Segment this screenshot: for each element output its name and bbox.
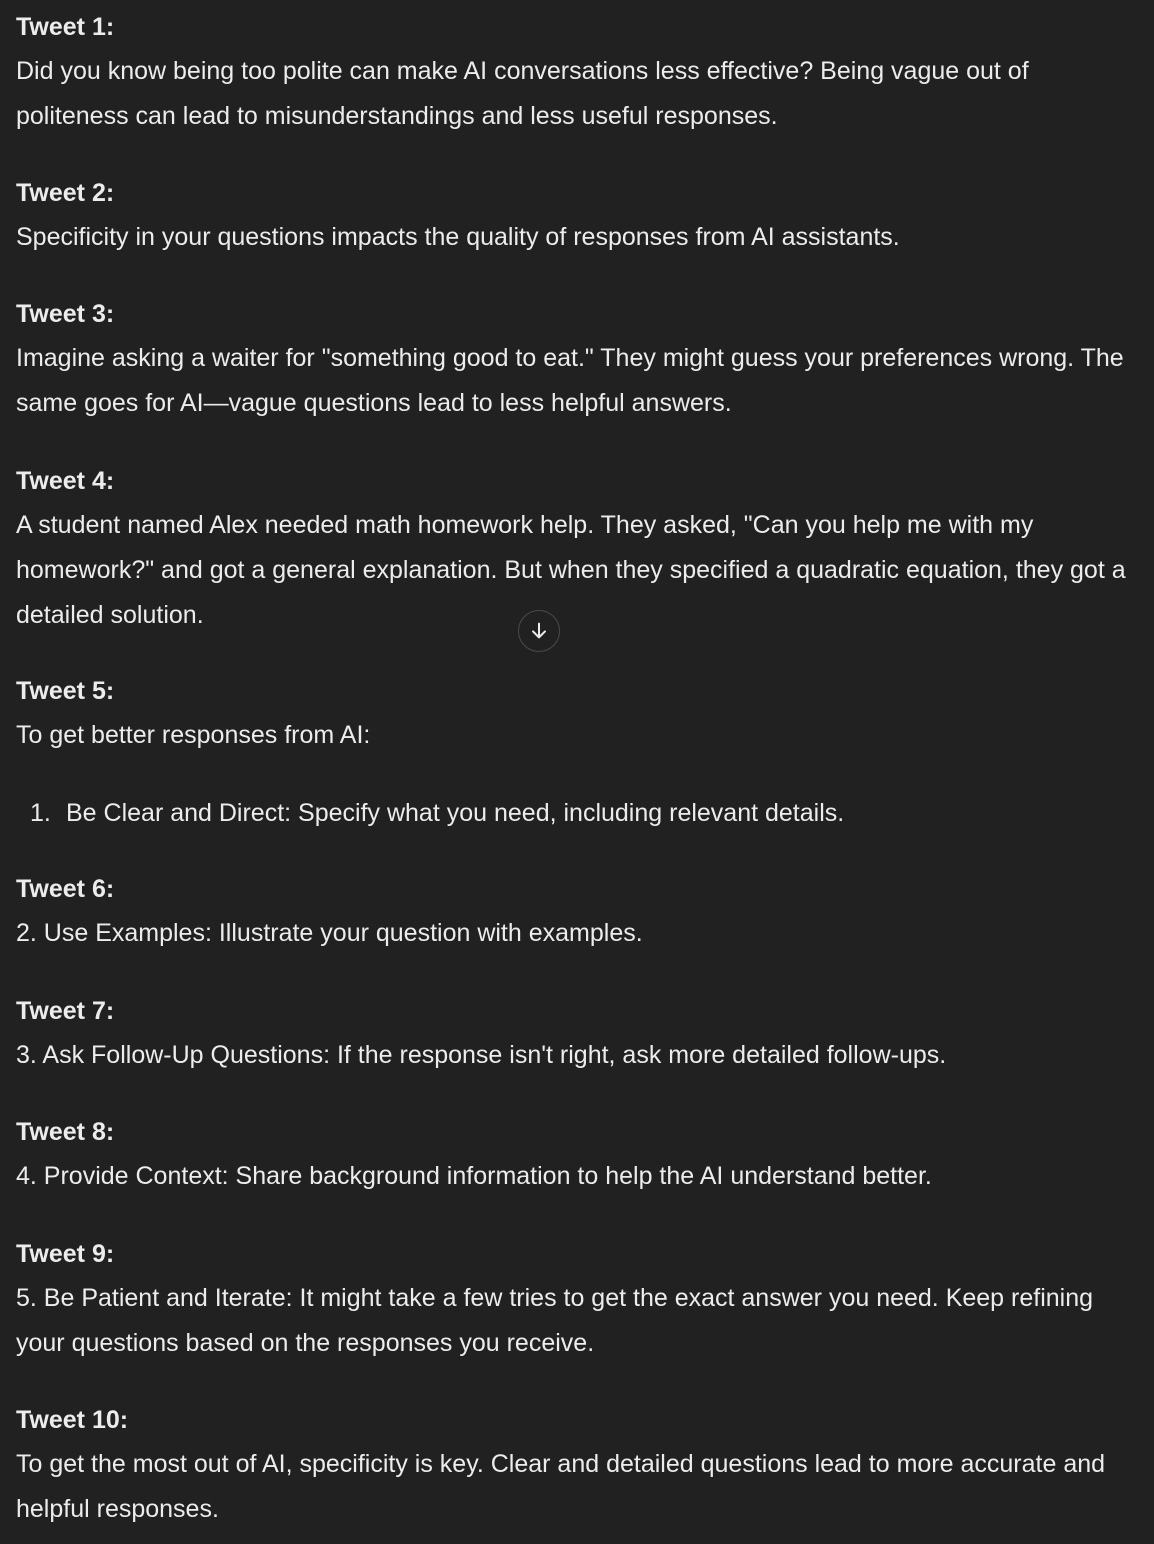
tweet-4 bbox=[16, 459, 1141, 637]
tweet-heading: Tweet 5: bbox=[16, 677, 115, 705]
tweet-3 bbox=[16, 292, 1141, 426]
tweet-text: Imagine asking a waiter for "something good to eat." They might guess your preferences wrong. The same goes for AI—vague questions lead to less helpful answers. bbox=[16, 344, 1124, 417]
list-item bbox=[16, 791, 1141, 835]
tweet-text: 5. Be Patient and Iterate: It might take a few tries to get the exact answer you need. Keep refining your questions based on the responses you receive. bbox=[16, 1284, 1094, 1357]
tweet-heading: Tweet 9: bbox=[16, 1240, 115, 1268]
tweet-heading: Tweet 10: bbox=[16, 1406, 129, 1434]
list-item-text: Be Clear and Direct: Specify what you need, including relevant details. bbox=[66, 799, 845, 827]
tweet-2 bbox=[16, 171, 1141, 260]
tweet-8 bbox=[16, 1110, 1141, 1199]
tweet-7 bbox=[16, 989, 1141, 1078]
list-item-number: 1. bbox=[30, 799, 51, 827]
tweet-text: Did you know being too polite can make AI conversations less effective? Being vague out of politeness can lead to misunderstandings and less useful responses. bbox=[16, 57, 1029, 130]
tweet-text: To get better responses from AI: bbox=[16, 721, 371, 749]
tweet-5 bbox=[16, 669, 1141, 758]
scroll-to-bottom-button[interactable] bbox=[518, 610, 560, 652]
tweet-1 bbox=[16, 5, 1141, 139]
tweet-heading: Tweet 2: bbox=[16, 179, 115, 207]
tweet-text: 2. Use Examples: Illustrate your question with examples. bbox=[16, 919, 643, 947]
tweet-heading: Tweet 8: bbox=[16, 1118, 115, 1146]
tweet-heading: Tweet 7: bbox=[16, 997, 115, 1025]
tweet-text: 4. Provide Context: Share background information to help the AI understand better. bbox=[16, 1162, 932, 1190]
tweet-6 bbox=[16, 867, 1141, 956]
tweet-heading: Tweet 1: bbox=[16, 13, 115, 41]
tweet-text: A student named Alex needed math homework help. They asked, "Can you help me with my homework?" and got a general explanation. But when they specified a quadratic equation, they got a detailed solution. bbox=[16, 511, 1126, 629]
tweet-text: Specificity in your questions impacts the quality of responses from AI assistants. bbox=[16, 223, 900, 251]
tweet-heading: Tweet 3: bbox=[16, 300, 115, 328]
tweet-heading: Tweet 6: bbox=[16, 875, 115, 903]
tweet-text: 3. Ask Follow-Up Questions: If the response isn't right, ask more detailed follow-ups. bbox=[16, 1041, 947, 1069]
tweet-10 bbox=[16, 1398, 1141, 1532]
arrow-down-icon bbox=[528, 620, 550, 642]
tweet-heading: Tweet 4: bbox=[16, 467, 115, 495]
tweet-9 bbox=[16, 1232, 1141, 1366]
tweet-text: To get the most out of AI, specificity is key. Clear and detailed questions lead to more accurate and helpful responses. bbox=[16, 1450, 1106, 1523]
